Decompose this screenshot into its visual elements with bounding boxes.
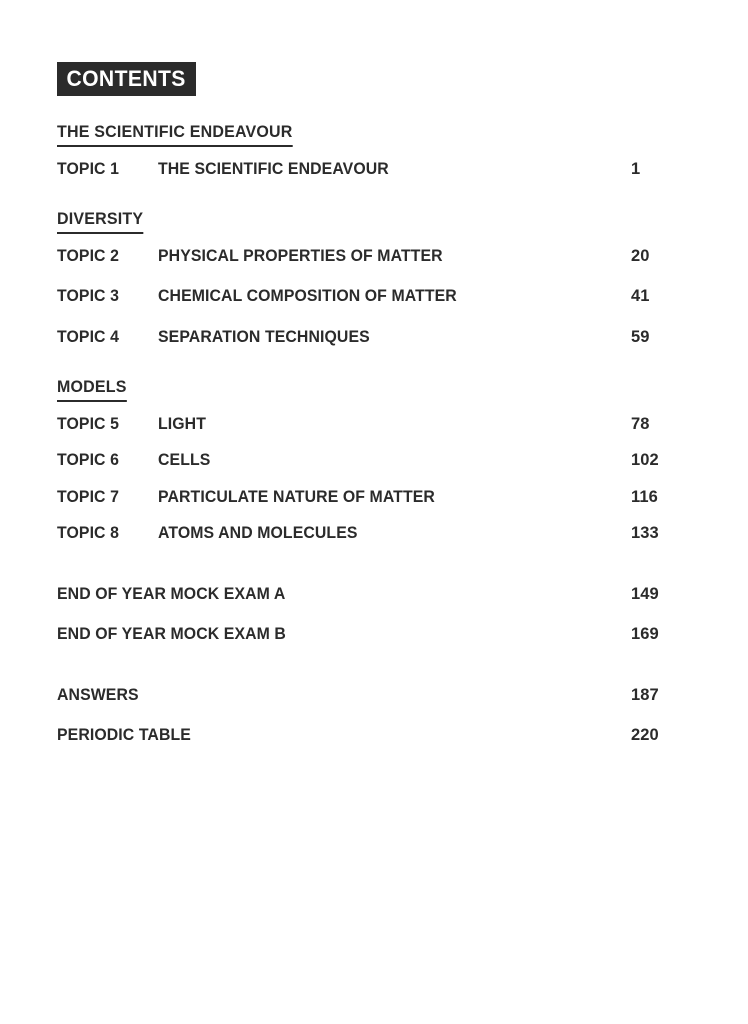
toc-row-page: 102 [631,451,659,469]
toc-row-topic: TOPIC 4 [57,327,120,346]
section-heading: THE SCIENTIFIC ENDEAVOUR [57,124,293,147]
toc-row-page: 133 [631,524,659,542]
exams-spacer [57,542,691,586]
exam-row[interactable] [57,626,691,643]
backmatter-spacer [57,643,691,687]
toc-row-topic: TOPIC 6 [57,451,120,469]
toc-row-topic: TOPIC 1 [57,159,120,178]
section-rows [57,161,691,178]
section-heading: DIVERSITY [57,211,143,234]
toc-row-page: 59 [631,327,650,346]
toc-row-title: CELLS [158,451,211,469]
toc-row-page: 20 [631,246,650,265]
toc-row-title: PHYSICAL PROPERTIES OF MATTER [158,246,443,265]
exams-group [57,586,691,643]
backmatter-row-title: ANSWERS [57,685,139,704]
exam-row-title: END OF YEAR MOCK EXAM A [57,584,286,603]
toc-row[interactable] [57,329,691,346]
toc-row-title: THE SCIENTIFIC ENDEAVOUR [158,159,389,178]
toc-row[interactable] [57,161,691,178]
exam-row[interactable] [57,586,691,603]
toc-row[interactable] [57,416,691,433]
toc-section [57,379,691,542]
backmatter-group [57,687,691,744]
section-rows [57,248,691,346]
section-heading: MODELS [57,379,127,402]
toc-row-page: 78 [631,414,650,433]
contents-badge-label: CONTENTS [66,66,187,91]
exam-row-title: END OF YEAR MOCK EXAM B [57,625,286,643]
toc-section [57,211,691,345]
backmatter-row-page: 220 [631,726,659,744]
toc-row-title: LIGHT [158,414,206,433]
exam-row-page: 169 [631,625,659,643]
toc-row[interactable] [57,248,691,265]
toc-row-topic: TOPIC 7 [57,487,120,506]
backmatter-row-title: PERIODIC TABLE [57,726,191,744]
toc-section [57,124,691,177]
toc-row-topic: TOPIC 8 [57,524,120,542]
toc-row[interactable] [57,525,691,542]
toc-row-title: SEPARATION TECHNIQUES [158,327,370,346]
toc-row[interactable] [57,452,691,469]
backmatter-row-page: 187 [631,685,659,704]
toc-row-page: 1 [631,159,641,178]
toc-row-title: PARTICULATE NATURE OF MATTER [158,487,435,506]
contents-badge [57,62,196,96]
backmatter-row[interactable] [57,687,691,704]
toc-row-page: 41 [631,287,650,305]
backmatter-row[interactable] [57,727,691,744]
toc-row-page: 116 [631,487,658,506]
toc-row-topic: TOPIC 2 [57,246,120,265]
table-of-contents [57,124,691,744]
toc-row-title: ATOMS AND MOLECULES [158,524,358,542]
section-spacer [57,177,691,211]
section-rows [57,416,691,542]
toc-row[interactable] [57,288,691,305]
toc-row-topic: TOPIC 5 [57,414,120,433]
toc-row-title: CHEMICAL COMPOSITION OF MATTER [158,287,457,305]
toc-row[interactable] [57,489,691,506]
section-spacer [57,345,691,379]
exam-row-page: 149 [631,584,659,603]
toc-row-topic: TOPIC 3 [57,287,120,305]
